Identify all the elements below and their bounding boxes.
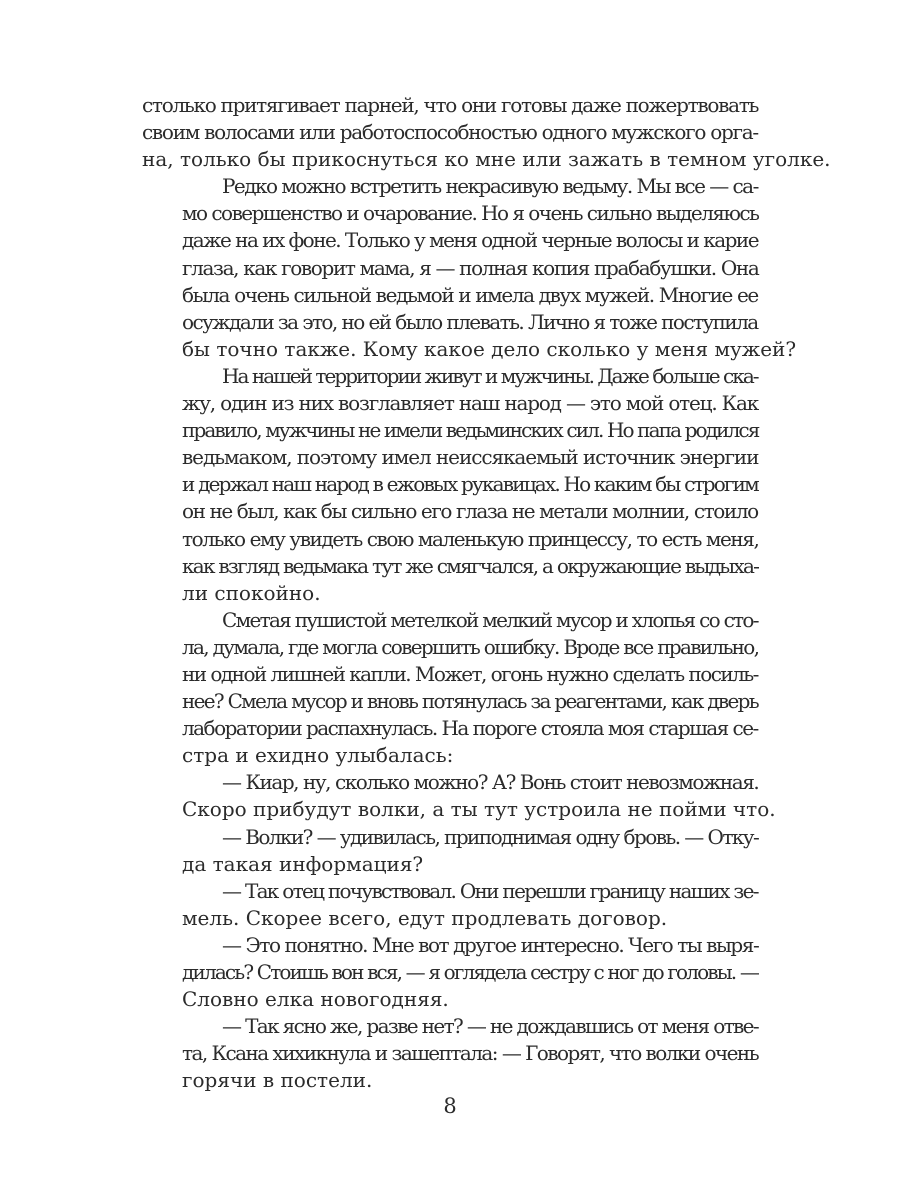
text-line: осуждали за это, но ей было плевать. Лично я тоже поступила <box>182 309 758 334</box>
text-line: на, только бы прикоснуться ко мне или зажать в темном уголке. <box>142 147 831 172</box>
text-line: дилась? Стоишь вон вся, — я оглядела сестру с ног до головы. — <box>182 960 758 984</box>
paragraph <box>142 363 758 607</box>
text-line: — Волки? — удивилась, приподнимая одну бровь. — Отку- <box>222 824 759 849</box>
text-line: — Киар, ну, сколько можно? А? Вонь стоит невозможная. <box>222 770 759 795</box>
text-line: бы точно также. Кому какое дело сколько у меня мужей? <box>182 336 797 361</box>
text-line: только ему увидеть свою маленькую принцессу, то есть меня, <box>182 526 759 551</box>
text-line: На нашей территории живут и мужчины. Даже больше ска- <box>222 363 758 388</box>
text-line: Редко можно встретить некрасивую ведьму. Мы все — са- <box>222 174 758 199</box>
paragraph <box>142 173 797 363</box>
paragraph <box>142 769 776 823</box>
page-text <box>142 92 831 1094</box>
text-line: Сметая пушистой метелкой мелкий мусор и хлопья со сто- <box>222 607 758 632</box>
paragraph <box>142 932 758 1013</box>
text-line: — Так отец почувствовал. Они перешли границу наших зе- <box>222 878 758 903</box>
text-line: он не был, как бы сильно его глаза не метали молнии, стоило <box>182 499 758 524</box>
paragraph <box>142 1013 758 1094</box>
text-line: глаза, как говорит мама, я — полная копия прабабушки. Она <box>182 255 759 280</box>
paragraph <box>142 607 758 770</box>
text-line: нее? Смела мусор и вновь потянулась за реагентами, как дверь <box>182 689 758 714</box>
text-line: жу, один из них возглавляет наш народ — это мой отец. Как <box>182 391 759 416</box>
paragraph <box>142 92 831 173</box>
text-line: горячи в постели. <box>182 1068 373 1093</box>
text-line: — Это понятно. Мне вот другое интересно. Чего ты выря- <box>222 932 759 957</box>
text-line: ли спокойно. <box>182 580 321 605</box>
text-line: Скоро прибудут волки, а ты тут устроила не пойми что. <box>182 797 776 822</box>
page-number: 8 <box>443 1094 457 1118</box>
text-line: и держал наш народ в ежовых рукавицах. Но каким бы строгим <box>182 472 758 497</box>
text-line: лаборатории распахнулась. На пороге стояла моя старшая се- <box>182 716 758 741</box>
text-line: ни одной лишней капли. Может, огонь нужно сделать посиль- <box>182 661 758 686</box>
text-line: как взгляд ведьмака тут же смягчался, а окружающие выдыха- <box>182 553 759 578</box>
text-line: ведьмаком, поэтому имел неиссякаемый источник энергии <box>182 445 759 470</box>
text-line: своим волосами или работоспособностью одного мужского орга- <box>142 120 758 145</box>
text-line: да такая информация? <box>182 851 424 876</box>
paragraph <box>142 824 758 878</box>
text-line: была очень сильной ведьмой и имела двух мужей. Многие ее <box>182 282 758 307</box>
text-line: даже на их фоне. Только у меня одной черные волосы и карие <box>182 228 759 253</box>
text-line: стра и ехидно улыбалась: <box>182 743 454 768</box>
text-line: правило, мужчины не имели ведьминских сил. Но папа родился <box>182 418 759 443</box>
text-line: Словно елка новогодняя. <box>182 987 449 1012</box>
text-line: столько притягивает парней, что они готовы даже пожертвовать <box>142 93 759 117</box>
paragraph <box>142 878 758 932</box>
text-line: мель. Скорее всего, едут продлевать договор. <box>182 905 668 930</box>
text-line: ла, думала, где могла совершить ошибку. Вроде все правильно, <box>182 634 759 659</box>
text-line: мо совершенство и очарование. Но я очень сильно выделяюсь <box>182 201 759 226</box>
text-line: та, Ксана хихикнула и зашептала: — Говорят, что волки очень <box>182 1041 759 1066</box>
text-line: — Так ясно же, разве нет? — не дождавшись от меня отве- <box>222 1014 758 1039</box>
